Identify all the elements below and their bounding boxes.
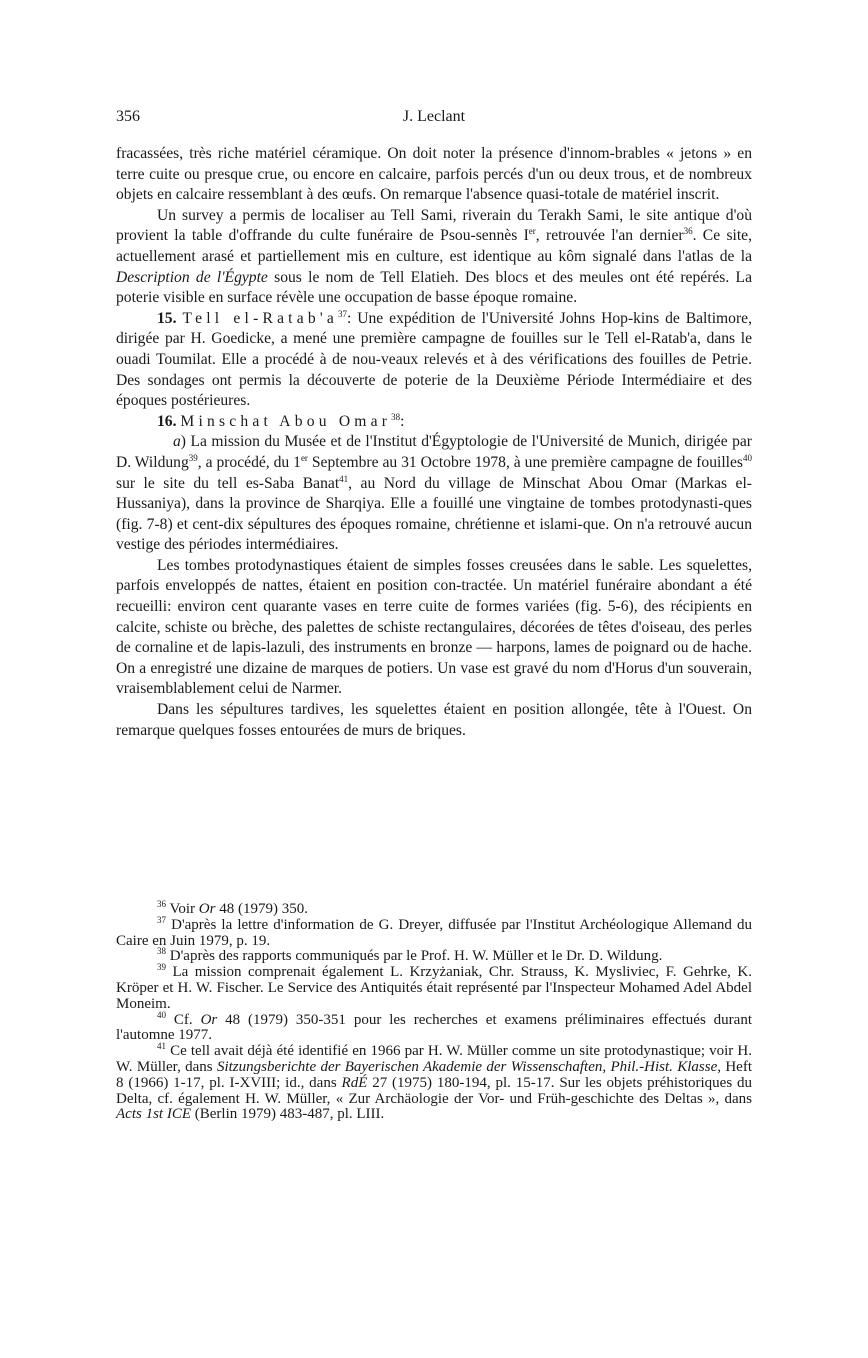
text-run: . Ce site, actuellement arasé et partiellement mis en culture, est identique au kôm signalé dans l'atlas de la [116, 227, 753, 265]
footnote-41 [116, 1041, 752, 1123]
text-run: , retrouvée l'an dernier [535, 227, 684, 245]
text-run: Voir [166, 901, 199, 917]
text-run: , au Nord du village de Minschat Abou Omar (Markas el-Hussaniya), dans la province de Sharqiya. Elle a fouillé une vingtaine de tombes protodynasti-ques (fig. 7-8) et cent-dix sépultures des époques romaine, chrétienne et islami-que. On n'a retrouvé aucun vestige des périodes intermédiaires. [116, 474, 752, 554]
footnote-ref[interactable]: 41 [339, 473, 349, 484]
paragraph-4: Les tombes protodynastiques étaient de simples fosses creusées dans le sable. Les squelettes, parfois enveloppés de nattes, étaient en position con-tractée. Un matériel funéraire abondant a été recueilli: environ cent quarante vases en terre cuite de formes variées (fig. 5-6), des récipients en calcite, schiste ou brèche, des palettes de schiste rectangulaires, décorées de têtes d'oiseau, des perles de cornaline et de lapis-lazuli, des instruments en bronze — harpons, lames de poignard ou de hache. On a enregistré une dizaine de marques de potiers. Un vase est gravé du nom d'Horus d'un souverain, vraisemblablement celui de Narmer. [116, 556, 752, 698]
section-number: 15. [157, 309, 177, 327]
text-run: sous le nom de Tell Elatieh. Des blocs et des meules ont été repérés. La poterie visible en surface révèle une occupation de basse époque romaine. [116, 268, 752, 307]
text-run: Septembre au 31 Octobre 1978, à une première campagne de fouilles [307, 453, 743, 471]
text-run: , a procédé, du 1 [197, 453, 301, 471]
paragraph-1: fracassées, très riche matériel céramique. On doit noter la présence d'innom-brables « jetons » en terre cuite ou presque crue, ou encore en calcaire, parfois percés d'un ou deux trous, et de nombreux objets en calcaire ressemblant à des œufs. On remarque l'absence quasi-totale de matériel inscrit. [116, 145, 752, 204]
text-run: Cf. [166, 1011, 201, 1028]
paragraph-5: Dans les sépultures tardives, les squelettes étaient en position allongée, tête à l'Ouest. On remarque quelques fosses entourées de murs de briques. [116, 701, 752, 739]
footnote-ref[interactable]: 37 [337, 308, 347, 319]
footnote-ref[interactable]: 40 [743, 452, 752, 463]
section-text: : Une expédition de l'Université Johns Hop-kins de Baltimore, dirigée par H. Goedicke, a mené une première campagne de fouilles sur le Tell el-Ratab'a, dans le ouadi Toumilat. Elle a procédé à de nou-veaux relevés et à des vérifications des fouilles de Petrie. Des sondages ont permis la découverte de poterie de la Deuxième Période Intermédiaire et des époques postérieures. [116, 309, 752, 410]
running-title: J. Leclant [402, 108, 466, 125]
text-run: Ce tell avait déjà été identifié en 1966 par H. W. Müller comme un site protodynastique; voir H. W. Müller, dans [116, 1043, 752, 1075]
text-run: sur le site du tell es-Saba Banat [116, 474, 340, 492]
text-run: D'après la lettre d'information de G. Dreyer, diffusée par l'Institut Archéologique Allemand du Caire en Juin 1979, p. 19. [116, 916, 752, 949]
footnotes [116, 899, 752, 1123]
text-run: Un survey a permis de localiser au Tell Sami, riverain du Terakh Sami, le site antique d'où provient la table d'offrande du culte funéraire de Psou-sennès I [116, 206, 752, 245]
footnote-38 [116, 946, 752, 965]
section-16-heading [116, 412, 752, 433]
section-title: Tell el-Ratab'a [182, 309, 338, 327]
running-header [116, 108, 752, 130]
text-run: Heft 8 (1966) 1-17, pl. I-XVIII; id., dans [116, 1058, 752, 1091]
footnote-number: 41 [157, 1041, 166, 1052]
text-run: : [400, 412, 405, 430]
footnote-ref[interactable]: 39 [188, 452, 198, 463]
section-16a [116, 432, 752, 556]
main-text [116, 144, 752, 741]
italic-title: Description de l'Égypte [116, 268, 268, 286]
ordinal-sup: er [528, 226, 536, 237]
footnote-ref[interactable]: 38 [391, 411, 401, 422]
italic-title: Or [200, 1011, 218, 1028]
text-run: La mission comprenait également L. Krzyżaniak, Chr. Strauss, K. Mysliviec, F. Gehrke, K. Kröper et H. W. Fischer. Le Service des Antiquités était représenté par l'Inspecteur Mohamed Adel Abdel Moneim. [116, 964, 752, 1012]
section-title: Minschat Abou Omar [180, 412, 392, 430]
text-run: D'après des rapports communiqués par le Prof. H. W. Müller et le Dr. D. Wildung. [166, 948, 663, 965]
paragraph-2 [116, 206, 752, 309]
text-run: (Berlin 1979) 483-487, pl. LIII. [191, 1106, 385, 1123]
footnote-37 [116, 914, 752, 950]
text-run: 48 (1979) 350. [215, 901, 308, 917]
footnote-40 [116, 1009, 752, 1045]
text-run: 27 (1975) 180-194, pl. 15-17. Sur les objets préhistoriques du Delta, cf. également H. W. Müller, « Zur Archäologie der Vor- und Früh-geschichte des Deltas », dans [116, 1074, 752, 1107]
section-15 [116, 309, 752, 412]
text-run: 48 (1979) 350-351 pour les recherches et examens préliminaires effectués durant l'automne 1977. [116, 1011, 752, 1044]
ordinal-sup: er [300, 452, 308, 463]
italic-title: RdÉ [341, 1074, 368, 1091]
footnote-number: 40 [157, 1009, 166, 1020]
footnote-number: 37 [157, 914, 166, 925]
italic-title: Acts 1st ICE [116, 1106, 191, 1123]
footnote-number: 36 [157, 899, 166, 909]
footnote-39 [116, 962, 752, 1012]
page-number: 356 [116, 108, 140, 125]
footnote-ref[interactable]: 36 [683, 226, 693, 237]
italic-title: Sitzungsberichte der Bayerischen Akademie der Wissenschaften, Phil.-Hist. Klasse, [216, 1058, 722, 1075]
footnote-number: 38 [157, 946, 166, 957]
italic-title: Or [198, 901, 216, 917]
footnote-36 [116, 899, 752, 918]
item-label: a [173, 433, 181, 451]
footnote-number: 39 [157, 962, 166, 973]
section-number: 16. [157, 412, 177, 430]
text-run: ) La mission du Musée et de l'Institut d'Égyptologie de l'Université de Munich, dirigée par D. Wildung [116, 433, 752, 471]
